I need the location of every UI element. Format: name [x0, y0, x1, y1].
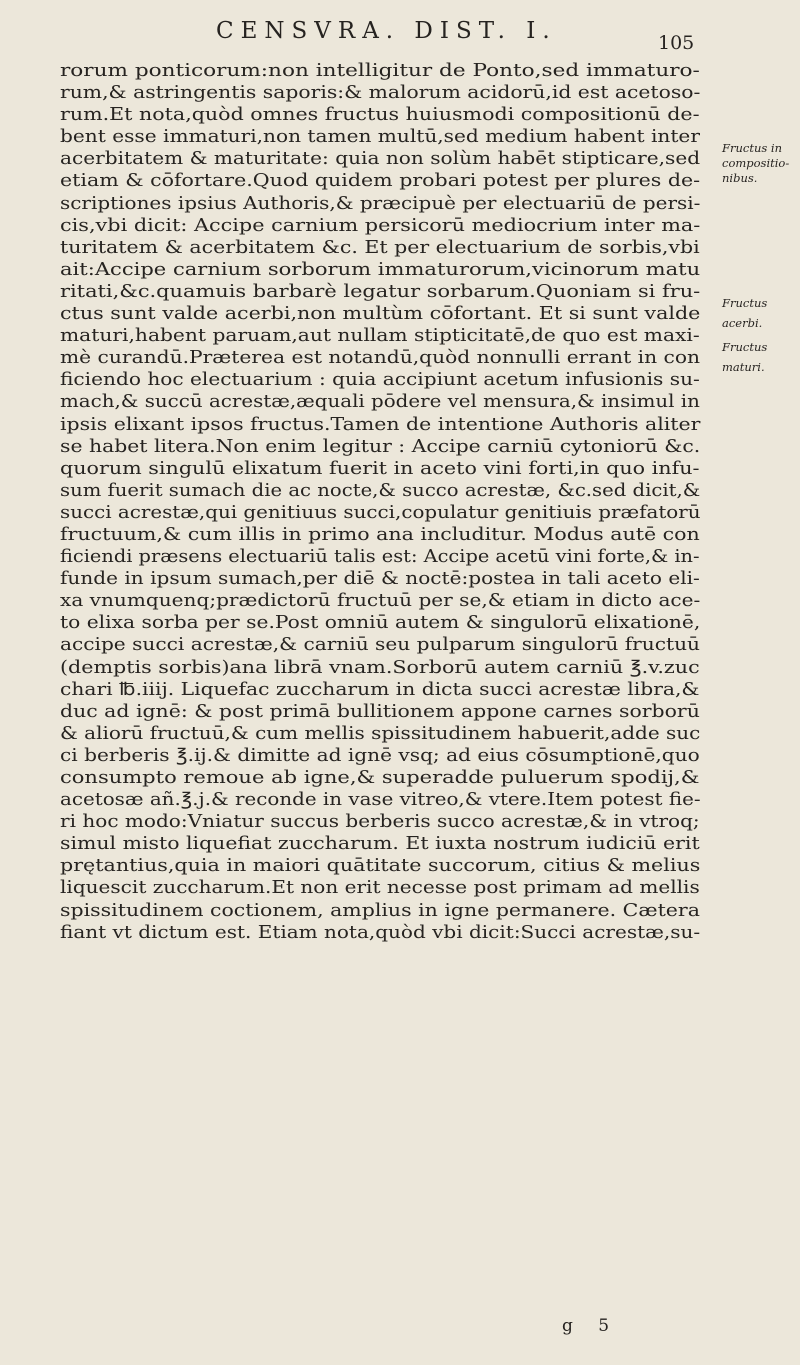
text-line: & aliorū fructuū,& cum mellis spissitudinem habuerit,adde suc	[60, 723, 701, 744]
text-line: maturi,habent paruam,aut nullam stipticitatē,de quo est maxi-	[60, 326, 700, 347]
text-line: bent esse immaturi,non tamen multū,sed medium habent inter	[60, 127, 700, 148]
text-line: se habet litera.Non enim legitur : Accipe carniū cytoniorū &c.	[60, 436, 701, 457]
text-line: rum.Et nota,quòd omnes fructus huiusmodi compositionū de-	[60, 105, 700, 126]
text-line: acetosæ añ.℥.j.& reconde in vase vitreo,& vtere.Item potest fie-	[60, 790, 701, 811]
text-line: funde in ipsum sumach,per diē & noctē:postea in tali aceto eli-	[60, 569, 700, 590]
page-header	[0, 18, 800, 58]
text-line: succi acrestæ,qui genitiuus succi,copulatur genitiuis præfatorū	[60, 502, 701, 523]
text-line: consumpto remoue ab igne,& superadde puluerum spodij,&	[60, 768, 700, 788]
text-line: liquescit zuccharum.Et non erit necesse post primam ad mellis	[60, 878, 700, 899]
text-line: ctus sunt valde acerbi,non multùm cōfortant. Et si sunt valde	[60, 304, 701, 325]
text-line: xa vnumquenq;prædictorū fructuū per se,& etiam in dicto ace-	[60, 591, 701, 612]
text-line: cis,vbi dicit: Accipe carnium persicorū mediocrium inter ma-	[60, 215, 701, 236]
text-line: prętantius,quia in maiori quātitate succorum, citius & melius	[60, 856, 701, 877]
text-line: duc ad ignē: & post primā bullitionem appone carnes sorborū	[60, 701, 700, 722]
text-line: ficiendi præsens electuariū talis est: Accipe acetū vini forte,& in-	[60, 547, 700, 568]
margin-note: acerbi.	[722, 316, 763, 330]
margin-note: compositio-	[722, 156, 790, 170]
text-line: mè curandū.Præterea est notandū,quòd nonnulli errant in con	[60, 348, 701, 369]
text-line: etiam & cōfortare.Quod quidem probari potest per plures de-	[60, 171, 701, 192]
text-line: ri hoc modo:Vniatur succus berberis succo acrestæ,& in vtroq;	[60, 812, 700, 833]
text-line: turitatem & acerbitatem &c. Et per electuarium de sorbis,vbi	[60, 237, 700, 258]
text-line: rum,& astringentis saporis:& malorum acidorū,id est acetoso-	[60, 83, 701, 104]
page-number: 105	[658, 32, 695, 54]
text-line: mach,& succū acrestæ,æquali pōdere vel mensura,& insimul in	[60, 392, 700, 413]
text-line: fructuum,& cum illis in primo ana includitur. Modus autē con	[60, 524, 700, 545]
text-line: scriptiones ipsius Authoris,& præcipuè per electuariū de persi-	[60, 193, 701, 214]
text-line: acerbitatem & maturitate: quia non solùm habēt stipticare,sed	[60, 149, 701, 170]
text-line: chari ℔.iiij. Liquefac zuccharum in dicta succi acrestæ libra,&	[60, 679, 700, 700]
text-line: simul misto liquefiat zuccharum. Et iuxta nostrum iudiciū erit	[60, 834, 700, 855]
margin-note: maturi.	[722, 360, 765, 374]
main-text-block	[60, 60, 701, 944]
text-line: rorum ponticorum:non intelligitur de Ponto,sed immaturo-	[60, 61, 700, 81]
margin-note: Fructus in	[722, 141, 782, 155]
text-line: to elixa sorba per se.Post omniū autem & singulorū elixationē,	[60, 613, 701, 634]
signature-mark: g 5	[562, 1316, 620, 1336]
margin-note: Fructus	[722, 296, 768, 310]
margin-note: Fructus	[722, 340, 768, 354]
text-line: spissitudinem coctionem, amplius in igne permanere. Cætera	[60, 900, 700, 921]
text-line: sum fuerit sumach die ac nocte,& succo acrestæ, &c.sed dicit,&	[60, 480, 701, 501]
text-line: ficiendo hoc electuarium : quia accipiunt acetum infusionis su-	[60, 370, 700, 391]
running-title: CENSVRA. DIST. I.	[216, 18, 557, 44]
margin-note: nibus.	[722, 171, 758, 185]
text-line: fiant vt dictum est. Etiam nota,quòd vbi dicit:Succi acrestæ,su-	[60, 922, 701, 943]
text-line: ritati,&c.quamuis barbarè legatur sorbarum.Quoniam si fru-	[60, 281, 701, 302]
text-line: ipsis elixant ipsos fructus.Tamen de intentione Authoris aliter	[60, 414, 701, 435]
text-line: ci berberis ℥.ij.& dimitte ad ignē vsq; ad eius cōsumptionē,quo	[60, 745, 700, 766]
text-line: quorum singulū elixatum fuerit in aceto vini forti,in quo infu-	[60, 458, 700, 479]
text-line: (demptis sorbis)ana librā vnam.Sorborū autem carniū ℥.v.zuc	[60, 657, 700, 678]
text-line: ait:Accipe carnium sorborum immaturorum,vicinorum matu	[60, 259, 701, 280]
text-line: accipe succi acrestæ,& carniū seu pulparum singulorū fructuū	[60, 635, 700, 656]
